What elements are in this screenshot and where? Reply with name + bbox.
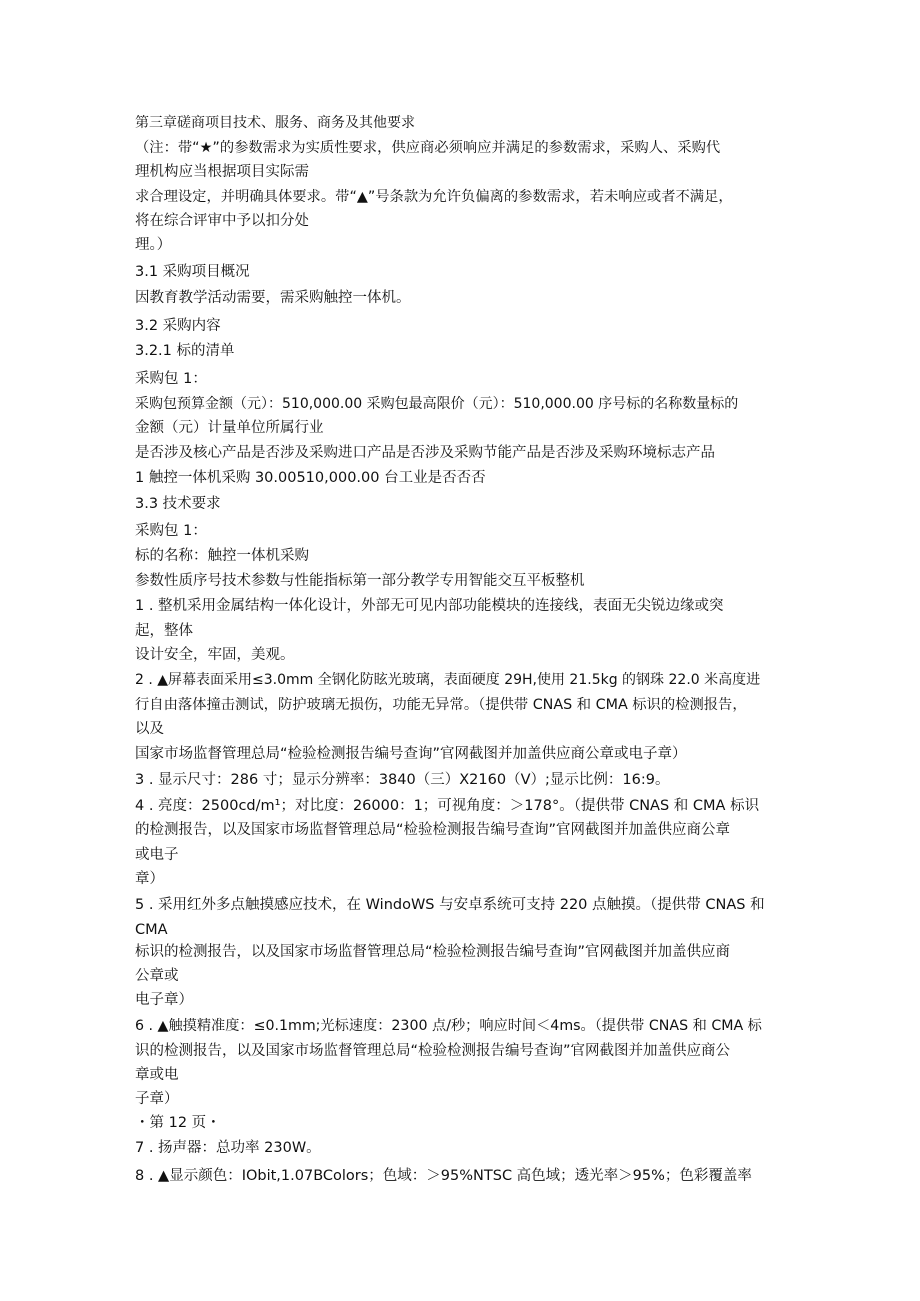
list-item: 以及 (135, 721, 164, 737)
list-item: 1 . 整机采用金属结构一体化设计，外部无可见内部功能模块的连接线，表面无尖锐边缘或突 (135, 598, 724, 614)
list-item: 起，整体 (135, 623, 193, 639)
list-item: 5 . 采用红外多点触摸感应技术，在 WindoWS 与安卓系统可支持 220 点触摸。（提供带 CNAS 和 (135, 897, 765, 913)
section-heading: 3.3 技术要求 (135, 496, 221, 512)
paragraph: 1 触控一体机采购 30.00510,000.00 台工业是否否否 (135, 470, 486, 486)
paragraph: 是否涉及核心产品是否涉及采购进口产品是否涉及采购节能产品是否涉及采购环境标志产品 (135, 445, 715, 461)
list-item: 标识的检测报告，以及国家市场监督管理总局“检验检测报告编号查询”官网截图并加盖供应商 (135, 944, 731, 960)
section-heading: 3.2.1 标的清单 (135, 343, 235, 359)
list-item: 子章） (135, 1091, 179, 1107)
note-line: 求合理设定，并明确具体要求。带“▲”号条款为允许负偏离的参数需求，若未响应或者不满足， (135, 189, 733, 205)
paragraph: 金额（元）计量单位所属行业 (135, 420, 324, 436)
paragraph: 因教育教学活动需要，需采购触控一体机。 (135, 290, 411, 306)
list-item: 章） (135, 871, 164, 887)
paragraph: 采购包 1： (135, 523, 207, 539)
list-item: 2 . ▲屏幕表面采用≤3.0mm 全钢化防眩光玻璃，表面硬度 29H,使用 21.5kg 的钢珠 22.0 米高度进 (135, 672, 761, 688)
note-line: 理机构应当根据项目实际需 (135, 164, 309, 180)
list-item: 6 . ▲触摸精准度：≤0.1mm;光标速度：2300 点/秒；响应时间＜4ms。（提供带 CNAS 和 CMA 标 (135, 1018, 762, 1034)
list-item: 4 . 亮度：2500cd/m¹；对比度：26000：1；可视角度：＞178°。（提供带 CNAS 和 CMA 标识 (135, 798, 760, 814)
list-item: 章或电 (135, 1067, 179, 1083)
paragraph: 参数性质序号技术参数与性能指标第一部分教学专用智能交互平板整机 (135, 573, 585, 589)
note-line: 理。） (135, 237, 172, 253)
list-item: 识的检测报告，以及国家市场监督管理总局“检验检测报告编号查询”官网截图并加盖供应商公 (135, 1043, 731, 1059)
chapter-title: 第三章磋商项目技术、服务、商务及其他要求 (135, 115, 415, 131)
list-item: CMA (135, 922, 168, 938)
list-item: 8 . ▲显示颜色：IObit,1.07BColors；色域：＞95%NTSC 高色域；透光率＞95%；色彩覆盖率 (135, 1168, 752, 1184)
list-item: 设计安全，牢固，美观。 (135, 647, 295, 663)
note-line: （注：带“★”的参数需求为实质性要求，供应商必须响应并满足的参数需求，采购人、采购代 (135, 140, 721, 156)
paragraph: 采购包预算金额（元）：510,000.00 采购包最高限价（元）：510,000.00 序号标的名称数量标的 (135, 396, 739, 412)
list-item: 行自由落体撞击测试，防护玻璃无损伤，功能无异常。（提供带 CNAS 和 CMA 标识的检测报告， (135, 697, 747, 713)
paragraph: 采购包 1： (135, 371, 207, 387)
list-item: 3 . 显示尺寸：286 寸；显示分辨率：3840（三）X2160（V）;显示比例：16:9。 (135, 772, 670, 788)
section-heading: 3.1 采购项目概况 (135, 264, 250, 280)
section-heading: 3.2 采购内容 (135, 318, 221, 334)
list-item: 的检测报告，以及国家市场监督管理总局“检验检测报告编号查询”官网截图并加盖供应商公章 (135, 822, 731, 838)
list-item: 7 . 扬声器：总功率 230W。 (135, 1140, 321, 1156)
list-item: 公章或 (135, 968, 179, 984)
note-line: 将在综合评审中予以扣分处 (135, 213, 309, 229)
page-number: ・第 12 页・ (135, 1115, 221, 1131)
list-item: 或电子 (135, 847, 179, 863)
paragraph: 标的名称：触控一体机采购 (135, 548, 309, 564)
list-item: 电子章） (135, 992, 193, 1008)
list-item: 国家市场监督管理总局“检验检测报告编号查询”官网截图并加盖供应商公章或电子章） (135, 746, 687, 762)
